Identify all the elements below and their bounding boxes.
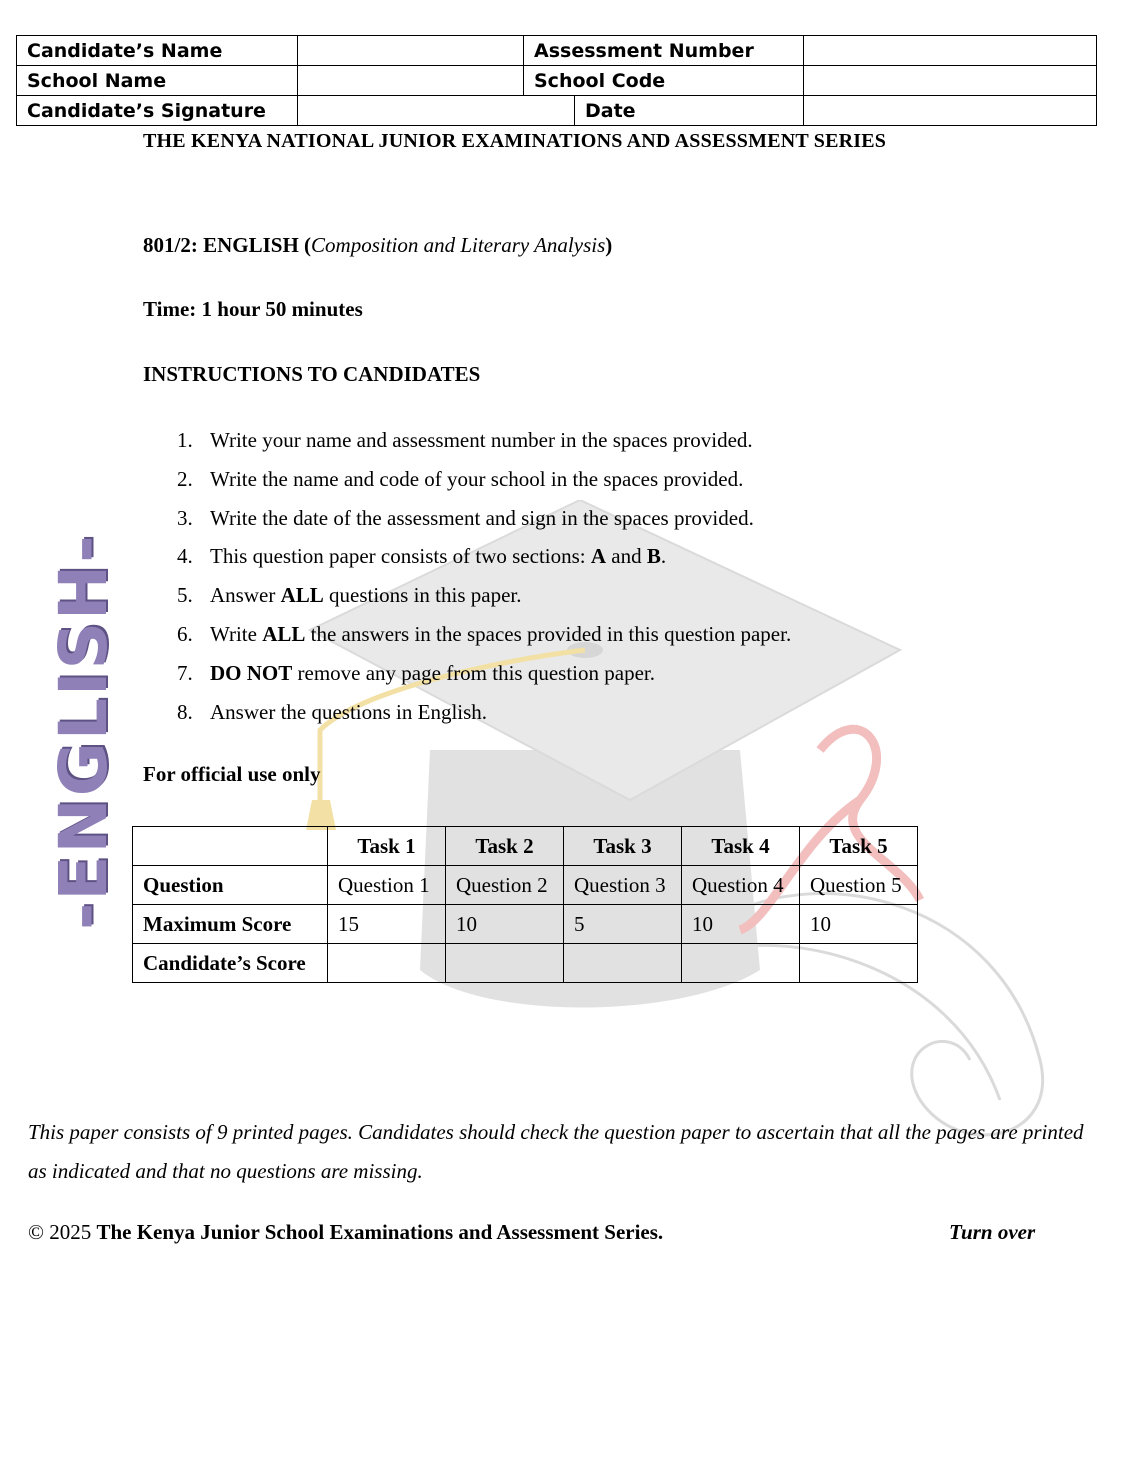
copyright-year: © 2025 xyxy=(28,1220,97,1244)
instruction-number: 7. xyxy=(177,660,193,685)
instruction-bold: ALL xyxy=(280,583,324,608)
instruction-bold: A xyxy=(590,544,607,569)
assessment-number-label: Assessment Number xyxy=(524,36,804,66)
instruction-bold: DO NOT xyxy=(210,660,293,685)
school-code-label: School Code xyxy=(524,66,804,96)
candidate-score-row-label: Candidate’s Score xyxy=(133,944,328,983)
assessment-number-field[interactable] xyxy=(804,36,1097,66)
official-use-heading: For official use only xyxy=(143,762,321,786)
instructions-heading: INSTRUCTIONS TO CANDIDATES xyxy=(143,362,481,386)
instruction-text: . xyxy=(660,544,667,569)
instruction-text: This question paper consists of two sections: xyxy=(210,544,591,569)
date-label: Date xyxy=(575,96,804,126)
instruction-number: 8. xyxy=(177,699,193,724)
candidate-score-cell[interactable] xyxy=(800,944,918,983)
max-score-cell: 15 xyxy=(328,905,446,944)
school-code-field[interactable] xyxy=(804,66,1097,96)
instruction-bold: B xyxy=(646,544,661,569)
date-field[interactable] xyxy=(804,96,1097,126)
instruction-text: Write your name and assessment number in the spaces provided. xyxy=(210,428,753,452)
candidate-score-cell[interactable] xyxy=(446,944,564,983)
instruction-item xyxy=(170,698,791,737)
page-count-note: This paper consists of 9 printed pages. Candidates should check the question paper to ascertain that all the pages are printed as indicated and that no questions are missing. xyxy=(28,1120,1084,1183)
instruction-number: 5. xyxy=(177,583,193,608)
instruction-text: the answers in the spaces provided in this question paper. xyxy=(305,621,792,646)
instructions-list xyxy=(170,426,791,736)
task-header: Task 2 xyxy=(446,827,564,866)
max-score-row-label: Maximum Score xyxy=(133,905,328,944)
candidate-name-field[interactable] xyxy=(298,36,524,66)
question-cell: Question 1 xyxy=(328,866,446,905)
candidate-score-cell[interactable] xyxy=(682,944,800,983)
task-header: Task 3 xyxy=(564,827,682,866)
candidate-score-row xyxy=(133,944,918,983)
instruction-number: 6. xyxy=(177,621,193,646)
candidate-score-cell[interactable] xyxy=(564,944,682,983)
instruction-item xyxy=(170,542,791,581)
task-header: Task 1 xyxy=(328,827,446,866)
subject-close: ) xyxy=(605,233,613,257)
max-score-cell: 10 xyxy=(682,905,800,944)
copyright-org: The Kenya Junior School Examinations and Assessment Series. xyxy=(96,1220,664,1244)
instruction-text: and xyxy=(606,544,647,569)
instruction-text: Write the name and code of your school in the spaces provided. xyxy=(210,466,744,491)
instruction-text: remove any page from this question paper. xyxy=(292,660,655,685)
instruction-item xyxy=(170,426,791,465)
instruction-number: 2. xyxy=(177,466,193,491)
exam-series-title: THE KENYA NATIONAL JUNIOR EXAMINATIONS AND ASSESSMENT SERIES xyxy=(143,130,887,152)
instruction-item xyxy=(170,581,791,620)
candidate-name-label: Candidate’s Name xyxy=(17,36,298,66)
question-row-label: Question xyxy=(133,866,328,905)
turn-over-label: Turn over xyxy=(949,1220,1036,1244)
school-name-field[interactable] xyxy=(298,66,524,96)
question-cell: Question 5 xyxy=(800,866,918,905)
instruction-bold: ALL xyxy=(262,621,306,646)
candidate-signature-field[interactable] xyxy=(298,96,575,126)
question-cell: Question 4 xyxy=(682,866,800,905)
instruction-item xyxy=(170,465,791,504)
task-header: Task 4 xyxy=(682,827,800,866)
question-cell: Question 2 xyxy=(446,866,564,905)
question-cell: Question 3 xyxy=(564,866,682,905)
subject-subtitle: Composition and Literary Analysis xyxy=(311,233,606,257)
instruction-item xyxy=(170,504,791,543)
side-label-english: -ENGLISH- xyxy=(45,533,122,930)
instruction-number: 4. xyxy=(177,544,193,569)
instruction-item xyxy=(170,659,791,698)
max-score-cell: 5 xyxy=(564,905,682,944)
candidate-score-cell[interactable] xyxy=(328,944,446,983)
candidate-info-table xyxy=(16,35,1097,126)
question-row xyxy=(133,866,918,905)
max-score-cell: 10 xyxy=(800,905,918,944)
instruction-number: 3. xyxy=(177,505,193,530)
score-table-header-row xyxy=(133,827,918,866)
instruction-text: Answer xyxy=(210,583,281,608)
subject-heading xyxy=(143,233,612,258)
task-header: Task 5 xyxy=(800,827,918,866)
score-table xyxy=(132,826,918,983)
instruction-number: 1. xyxy=(177,428,193,452)
instruction-text: Write the date of the assessment and sign in the spaces provided. xyxy=(210,505,754,530)
max-score-row xyxy=(133,905,918,944)
instruction-item xyxy=(170,620,791,659)
school-name-label: School Name xyxy=(17,66,298,96)
instruction-text: questions in this paper. xyxy=(323,583,522,608)
score-table-corner xyxy=(133,827,328,866)
instruction-text: Write xyxy=(210,621,263,646)
instruction-text: Answer the questions in English. xyxy=(210,699,488,724)
candidate-signature-label: Candidate’s Signature xyxy=(17,96,298,126)
max-score-cell: 10 xyxy=(446,905,564,944)
copyright-line xyxy=(28,1220,663,1245)
time-allowed: Time: 1 hour 50 minutes xyxy=(143,297,363,321)
subject-code: 801/2: ENGLISH ( xyxy=(143,233,312,257)
